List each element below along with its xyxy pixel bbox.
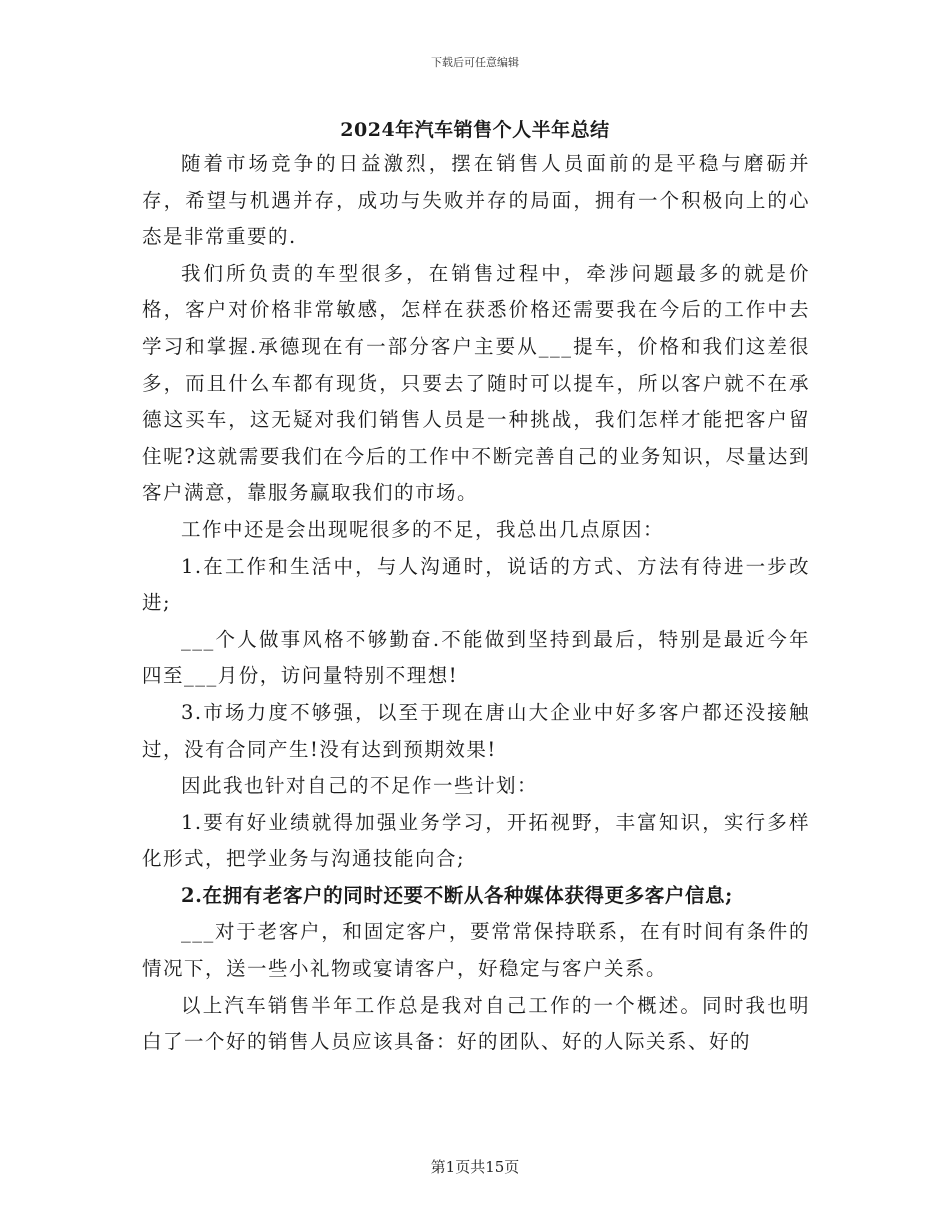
- document-body: [142, 146, 810, 1061]
- paragraph-reason-3: 3.市场力度不够强，以至于现在唐山大企业中好多客户都还没接触过，没有合同产生!没有达到预期效果!: [142, 700, 810, 761]
- paragraph-price: 我们所负责的车型很多，在销售过程中，牵涉问题最多的就是价格，客户对价格非常敏感，怎样在获悉价格还需要我在今后的工作中去学习和掌握.承德现在有一部分客户主要从___提车，价格和我们这差很多，而且什么车都有现货，只要去了随时可以提车，所以客户就不在承德这买车，这无疑对我们销售人员是一种挑战，我们怎样才能把客户留住呢?这就需要我们在今后的工作中不断完善自己的业务知识，尽量达到客户满意，靠服务赢取我们的市场。: [142, 261, 810, 505]
- paragraph-shortcomings: 工作中还是会出现呢很多的不足，我总出几点原因：: [181, 517, 665, 541]
- paragraph-plan-3: ___对于老客户，和固定客户，要常常保持联系，在有时间有条件的情况下，送一些小礼物或宴请客户，好稳定与客户关系。: [142, 920, 810, 981]
- paragraph-plan-1: 1.要有好业绩就得加强业务学习，开拓视野，丰富知识，实行多样化形式，把学业务与沟通技能向合;: [142, 810, 810, 871]
- paragraph-plan-intro: 因此我也针对自己的不足作一些计划：: [181, 774, 539, 798]
- paragraph-plan-2: 2.在拥有老客户的同时还要不断从各种媒体获得更多客户信息;: [181, 883, 733, 907]
- page-footer: 第1页共15页: [430, 1158, 520, 1176]
- paragraph-intro: 随着市场竞争的日益激烈，摆在销售人员面前的是平稳与磨砺并存，希望与机遇并存，成功与失败并存的局面，拥有一个积极向上的心态是非常重要的.: [142, 152, 810, 249]
- paragraph-summary: 以上汽车销售半年工作总是我对自己工作的一个概述。同时我也明白了一个好的销售人员应该具备：好的团队、好的人际关系、好的: [142, 993, 810, 1054]
- document-title: 2024年汽车销售个人半年总结: [340, 119, 610, 141]
- paragraph-reason-2: ___个人做事风格不够勤奋.不能做到坚持到最后，特别是最近今年四至___月份，访问量特别不理想!: [142, 627, 810, 688]
- header-note: 下载后可任意编辑: [431, 56, 519, 69]
- paragraph-reason-1: 1.在工作和生活中，与人沟通时，说话的方式、方法有待进一步改进;: [142, 554, 810, 615]
